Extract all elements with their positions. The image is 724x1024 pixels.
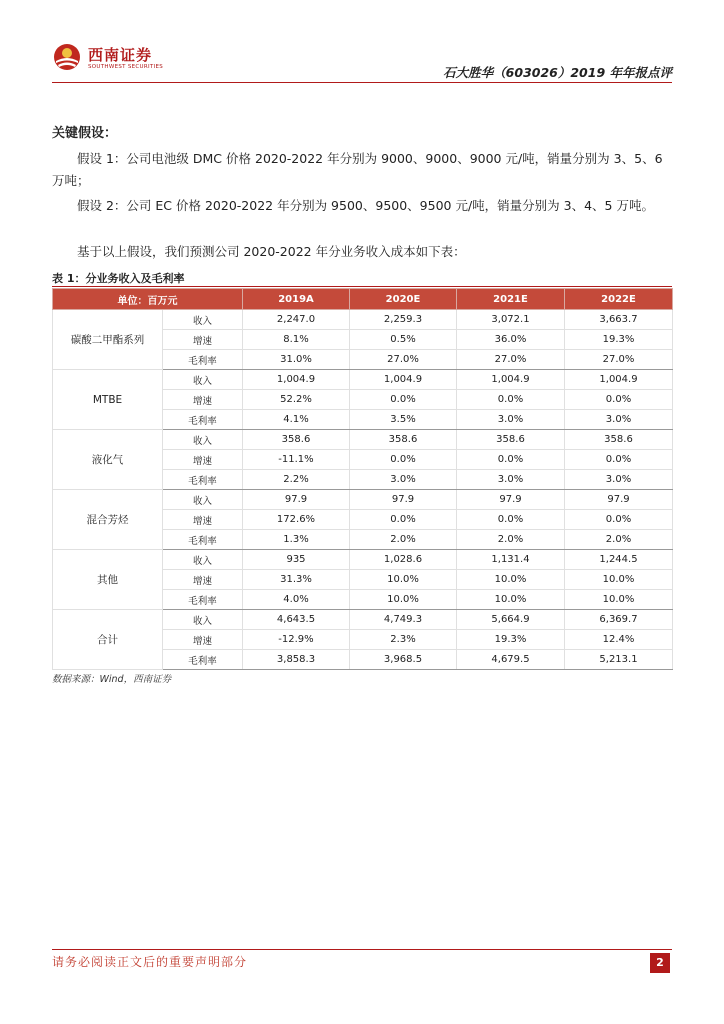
table-cell: 1,004.9 <box>350 370 457 390</box>
report-title: 石大胜华（603026）2019 年年报点评 <box>443 65 672 80</box>
table-cell: 1,004.9 <box>565 370 673 390</box>
data-source-note: 数据来源：Wind，西南证券 <box>52 674 172 685</box>
footer-divider <box>52 949 672 950</box>
table-cell: 0.0% <box>565 450 673 470</box>
table-cell: 31.3% <box>243 570 350 590</box>
table-cell: 27.0% <box>565 350 673 370</box>
group-label: MTBE <box>53 370 163 430</box>
table-cell: 3.0% <box>457 410 565 430</box>
group-label: 合计 <box>53 610 163 670</box>
assumption-text-2: 假设 2：公司 EC 价格 2020-2022 年分别为 9500、9500、9500 元/吨，销量分别为 3、4、5 万吨。 <box>77 198 654 213</box>
table-cell: 97.9 <box>565 490 673 510</box>
table-cell: 27.0% <box>457 350 565 370</box>
table-row <box>53 370 673 390</box>
table-cell: 19.3% <box>457 630 565 650</box>
forecast-intro-text: 基于以上假设，我们预测公司 2020-2022 年分业务收入成本如下表： <box>77 244 466 259</box>
page-number: 2 <box>650 953 670 973</box>
table-cell: 2.0% <box>565 530 673 550</box>
metric-label: 收入 <box>163 550 243 570</box>
table-cell: 10.0% <box>350 570 457 590</box>
table-cell: 2.2% <box>243 470 350 490</box>
table-cell: 0.5% <box>350 330 457 350</box>
table-cell: 358.6 <box>243 430 350 450</box>
table-cell: 6,369.7 <box>565 610 673 630</box>
metric-label: 收入 <box>163 610 243 630</box>
table-cell: 3,858.3 <box>243 650 350 670</box>
table-cell: 27.0% <box>350 350 457 370</box>
group-label: 液化气 <box>53 430 163 490</box>
table-row <box>53 310 673 330</box>
table-cell: 2,247.0 <box>243 310 350 330</box>
metric-label: 毛利率 <box>163 650 243 670</box>
table-cell: 1,131.4 <box>457 550 565 570</box>
metric-label: 毛利率 <box>163 470 243 490</box>
table-cell: 10.0% <box>565 590 673 610</box>
logo-english-name: SOUTHWEST SECURITIES <box>88 64 164 70</box>
table-cell: 1.3% <box>243 530 350 550</box>
table-cell: 0.0% <box>457 510 565 530</box>
table-cell: 52.2% <box>243 390 350 410</box>
table-cell: 0.0% <box>457 450 565 470</box>
table-cell: 2.0% <box>350 530 457 550</box>
table-cell: 3.0% <box>565 410 673 430</box>
table-title-divider <box>52 286 672 287</box>
assumption-paragraph-1 <box>52 148 672 192</box>
table-cell: 2.0% <box>457 530 565 550</box>
metric-label: 增速 <box>163 330 243 350</box>
table-cell: 19.3% <box>565 330 673 350</box>
table-cell: 358.6 <box>350 430 457 450</box>
metric-label: 收入 <box>163 310 243 330</box>
table-cell: 0.0% <box>350 510 457 530</box>
header-2021e: 2021E <box>457 289 565 310</box>
table-row <box>53 430 673 450</box>
metric-label: 收入 <box>163 370 243 390</box>
table-cell: 31.0% <box>243 350 350 370</box>
table-header-row <box>53 289 673 310</box>
metric-label: 增速 <box>163 450 243 470</box>
table-cell: 935 <box>243 550 350 570</box>
metric-label: 增速 <box>163 510 243 530</box>
metric-label: 增速 <box>163 390 243 410</box>
table-row <box>53 610 673 630</box>
table-cell: 2,259.3 <box>350 310 457 330</box>
table-cell: 3,663.7 <box>565 310 673 330</box>
logo-emblem-icon <box>52 42 82 72</box>
header-2022e: 2022E <box>565 289 673 310</box>
table-cell: 3.5% <box>350 410 457 430</box>
metric-label: 毛利率 <box>163 590 243 610</box>
table-cell: 1,004.9 <box>243 370 350 390</box>
table-cell: 5,213.1 <box>565 650 673 670</box>
header-2020e: 2020E <box>350 289 457 310</box>
table-cell: 10.0% <box>457 590 565 610</box>
table-cell: 97.9 <box>243 490 350 510</box>
table-cell: 3.0% <box>565 470 673 490</box>
metric-label: 收入 <box>163 430 243 450</box>
table-cell: 3.0% <box>350 470 457 490</box>
table-title: 表 1：分业务收入及毛利率 <box>52 272 185 285</box>
table-row <box>53 490 673 510</box>
group-label: 其他 <box>53 550 163 610</box>
header-unit: 单位：百万元 <box>53 289 243 310</box>
table-cell: 0.0% <box>350 390 457 410</box>
footer-disclaimer: 请务必阅读正文后的重要声明部分 <box>52 955 248 969</box>
forecast-intro-paragraph <box>52 241 672 263</box>
table-cell: 5,664.9 <box>457 610 565 630</box>
metric-label: 收入 <box>163 490 243 510</box>
table-row <box>53 550 673 570</box>
table-cell: 4,643.5 <box>243 610 350 630</box>
table-cell: 4.1% <box>243 410 350 430</box>
segment-revenue-table <box>52 288 673 670</box>
section-heading: 关键假设： <box>52 126 118 141</box>
table-cell: 2.3% <box>350 630 457 650</box>
table-cell: 0.0% <box>565 390 673 410</box>
table-cell: 4.0% <box>243 590 350 610</box>
header-divider <box>52 82 672 83</box>
company-logo <box>52 40 172 80</box>
header-2019a: 2019A <box>243 289 350 310</box>
table-cell: -11.1% <box>243 450 350 470</box>
table-cell: 97.9 <box>350 490 457 510</box>
logo-chinese-name: 西南证券 <box>88 46 153 64</box>
table-cell: 358.6 <box>565 430 673 450</box>
table-cell: 10.0% <box>457 570 565 590</box>
table-cell: 97.9 <box>457 490 565 510</box>
table-cell: 1,028.6 <box>350 550 457 570</box>
table-cell: 0.0% <box>350 450 457 470</box>
metric-label: 增速 <box>163 630 243 650</box>
table-cell: 36.0% <box>457 330 565 350</box>
table-cell: 4,679.5 <box>457 650 565 670</box>
table-cell: 3.0% <box>457 470 565 490</box>
table-cell: 3,968.5 <box>350 650 457 670</box>
table-cell: 0.0% <box>457 390 565 410</box>
table-cell: 12.4% <box>565 630 673 650</box>
table-cell: 1,244.5 <box>565 550 673 570</box>
metric-label: 增速 <box>163 570 243 590</box>
table-cell: -12.9% <box>243 630 350 650</box>
table-cell: 10.0% <box>350 590 457 610</box>
metric-label: 毛利率 <box>163 530 243 550</box>
table-cell: 0.0% <box>565 510 673 530</box>
metric-label: 毛利率 <box>163 350 243 370</box>
table-cell: 358.6 <box>457 430 565 450</box>
group-label: 混合芳烃 <box>53 490 163 550</box>
table-cell: 4,749.3 <box>350 610 457 630</box>
assumption-text-1: 假设 1：公司电池级 DMC 价格 2020-2022 年分别为 9000、9000、9000 元/吨，销量分别为 3、5、6 万吨； <box>52 151 663 188</box>
table-cell: 8.1% <box>243 330 350 350</box>
table-cell: 10.0% <box>565 570 673 590</box>
table-cell: 1,004.9 <box>457 370 565 390</box>
group-label: 碳酸二甲酯系列 <box>53 310 163 370</box>
table-cell: 3,072.1 <box>457 310 565 330</box>
assumption-paragraph-2 <box>52 195 672 217</box>
metric-label: 毛利率 <box>163 410 243 430</box>
table-cell: 172.6% <box>243 510 350 530</box>
